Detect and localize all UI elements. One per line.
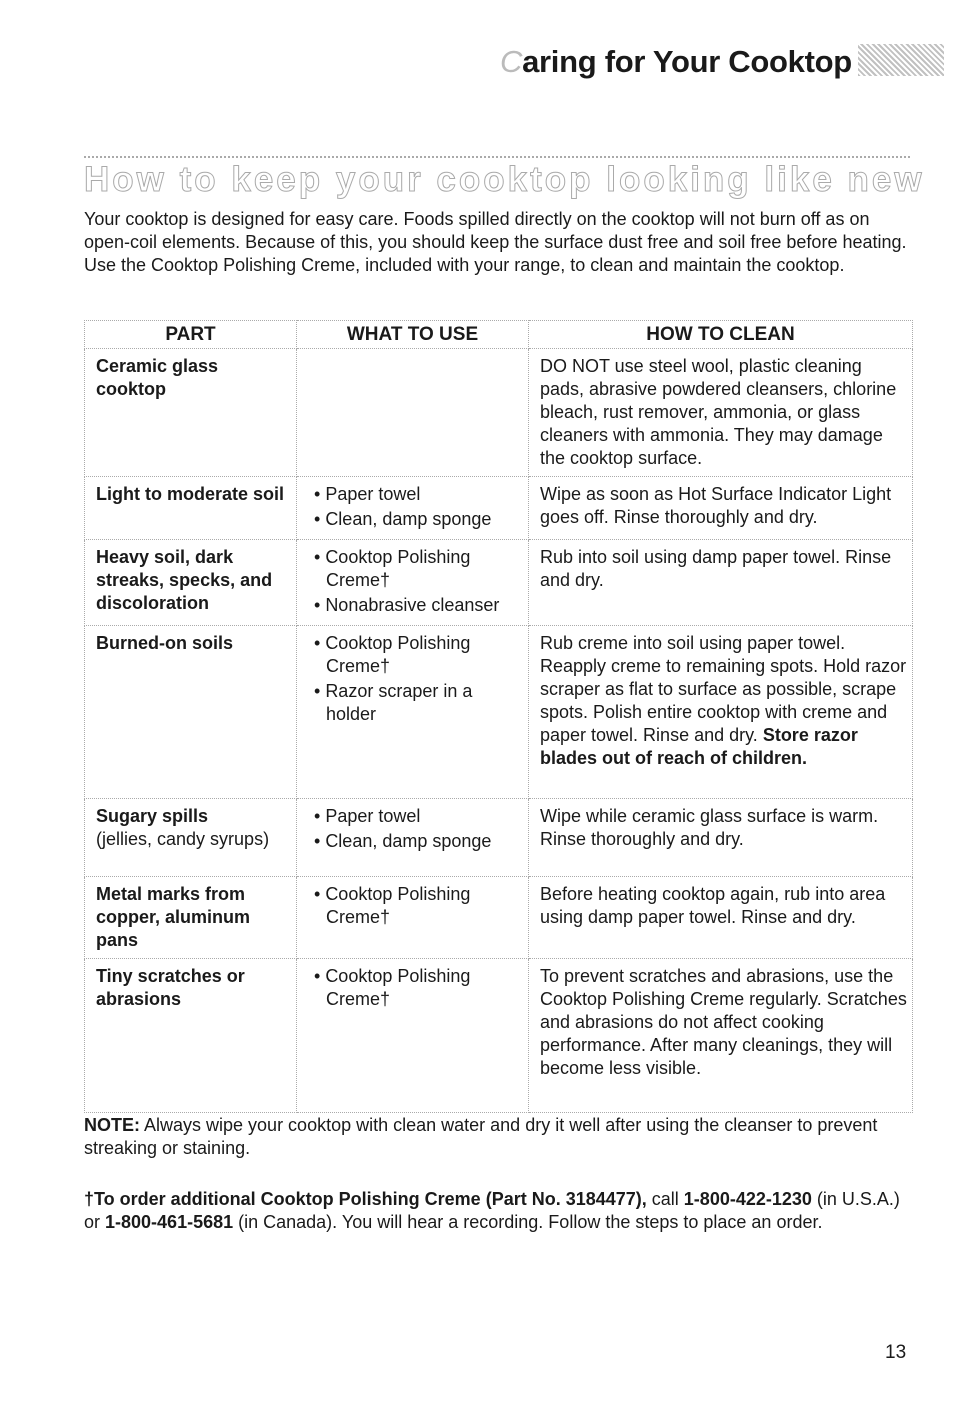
what-to-use-cell bbox=[297, 477, 529, 540]
intro-paragraph: Your cooktop is designed for easy care. Foods spilled directly on the cooktop will not burn off as on open-coil elements. Because of this, you should keep the surface dust free and soil free before heating. Use the Cooktop Polishing Creme, included with your range, to clean and maintain the cooktop. bbox=[84, 209, 907, 275]
how-to-clean-cell: Rub creme into soil using paper towel. Reapply creme to remaining spots. Hold razor scraper as flat to surface as possible, scrape spots. Polish entire cooktop with creme and paper towel. Rinse and dry. Store razor blades out of reach of children. bbox=[529, 626, 913, 799]
table-row bbox=[85, 349, 913, 477]
part-cell: Ceramic glass cooktop bbox=[85, 349, 297, 477]
part-cell: Metal marks from copper, aluminum pans bbox=[85, 877, 297, 959]
decorative-pattern bbox=[858, 44, 944, 76]
how-to-clean-cell: Wipe as soon as Hot Surface Indicator Light goes off. Rinse thoroughly and dry. bbox=[529, 477, 913, 540]
table-row bbox=[85, 959, 913, 1113]
section-heading: How to keep your cooktop looking like new bbox=[84, 160, 925, 199]
list-item: • Razor scraper in a holder bbox=[308, 680, 524, 726]
what-to-use-cell bbox=[297, 626, 529, 799]
what-to-use-cell bbox=[297, 959, 529, 1113]
list-item: • Clean, damp sponge bbox=[308, 508, 524, 531]
list-item: • Cooktop Polishing Creme† bbox=[308, 546, 524, 592]
header-how-to-clean: HOW TO CLEAN bbox=[529, 321, 913, 349]
what-to-use-cell bbox=[297, 540, 529, 626]
cleaning-table bbox=[84, 320, 913, 1113]
list-item: • Paper towel bbox=[308, 805, 524, 828]
list-item: • Clean, damp sponge bbox=[308, 830, 524, 853]
how-to-clean-cell: Wipe while ceramic glass surface is warm. Rinse thoroughly and dry. bbox=[529, 799, 913, 877]
list-item: • Paper towel bbox=[308, 483, 524, 506]
page-number: 13 bbox=[885, 1342, 907, 1363]
section-divider bbox=[84, 156, 910, 158]
header-what-to-use: WHAT TO USE bbox=[297, 321, 529, 349]
list-item: • Nonabrasive cleanser bbox=[308, 594, 524, 617]
page-title: Caring for Your Cooktop bbox=[500, 44, 852, 79]
how-to-clean-cell: To prevent scratches and abrasions, use the Cooktop Polishing Creme regularly. Scratches and abrasions do not affect cooking performance. After many cleanings, they will become less visible. bbox=[529, 959, 913, 1113]
part-cell: Heavy soil, dark streaks, specks, and discoloration bbox=[85, 540, 297, 626]
part-cell: Light to moderate soil bbox=[85, 477, 297, 540]
how-to-clean-cell: DO NOT use steel wool, plastic cleaning pads, abrasive powdered cleansers, chlorine bleach, rust remover, ammonia, or glass cleaners with ammonia. They may damage the cooktop surface. bbox=[529, 349, 913, 477]
note-paragraph: NOTE: Always wipe your cooktop with clean water and dry it well after using the cleanser to prevent streaking or staining. bbox=[84, 1115, 878, 1158]
part-cell: Tiny scratches or abrasions bbox=[85, 959, 297, 1113]
what-to-use-cell bbox=[297, 877, 529, 959]
what-to-use-cell bbox=[297, 799, 529, 877]
order-paragraph: †To order additional Cooktop Polishing Creme (Part No. 3184477), call 1-800-422-1230 (in U.S.A.) or 1-800-461-5681 (in Canada). You will hear a recording. Follow the steps to place an order. bbox=[84, 1189, 900, 1232]
part-cell: Burned-on soils bbox=[85, 626, 297, 799]
what-to-use-cell bbox=[297, 349, 529, 477]
list-item: • Cooktop Polishing Creme† bbox=[308, 632, 524, 678]
list-item: • Cooktop Polishing Creme† bbox=[308, 965, 524, 1011]
how-to-clean-cell: Rub into soil using damp paper towel. Rinse and dry. bbox=[529, 540, 913, 626]
list-item: • Cooktop Polishing Creme† bbox=[308, 883, 524, 929]
how-to-clean-cell: Before heating cooktop again, rub into area using damp paper towel. Rinse and dry. bbox=[529, 877, 913, 959]
table-row bbox=[85, 626, 913, 799]
table-row bbox=[85, 540, 913, 626]
header-part: PART bbox=[85, 321, 297, 349]
table-row bbox=[85, 877, 913, 959]
table-row bbox=[85, 799, 913, 877]
table-row bbox=[85, 477, 913, 540]
part-cell: Sugary spills (jellies, candy syrups) bbox=[85, 799, 297, 877]
